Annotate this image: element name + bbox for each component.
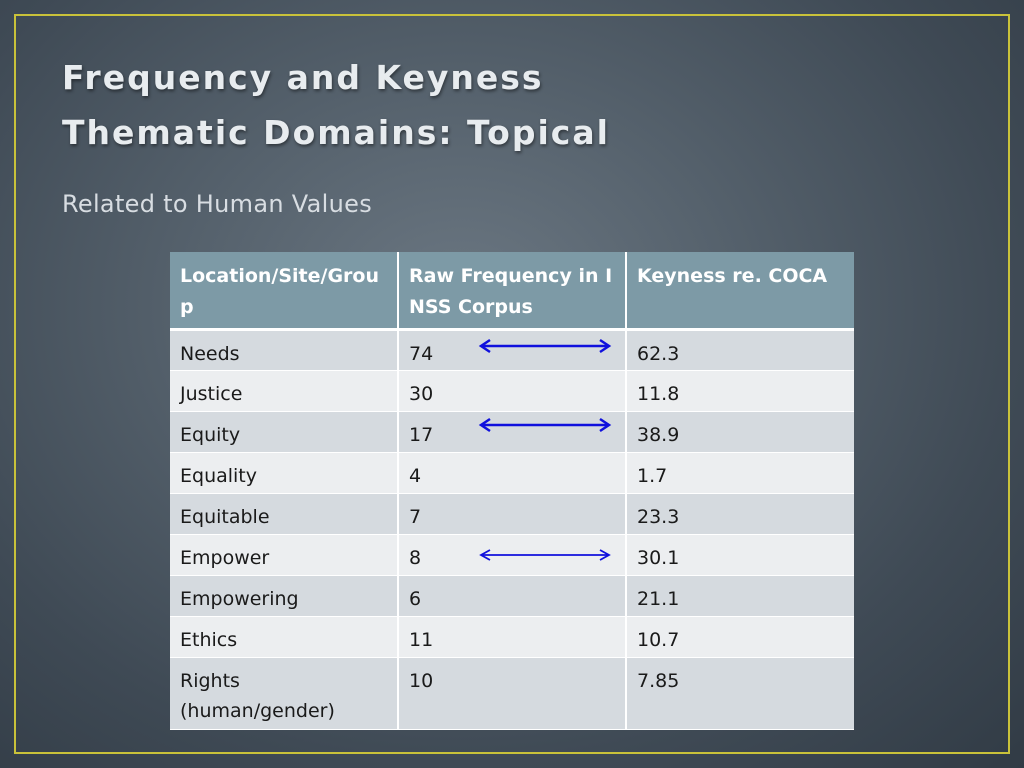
raw-frequency-cell: 8	[398, 535, 626, 576]
column-header-location: Location/Site/Group	[170, 252, 398, 330]
keyness-cell: 30.1	[626, 535, 854, 576]
table-row	[170, 617, 854, 658]
term-cell: Needs	[170, 330, 398, 371]
frequency-keyness-table	[170, 252, 854, 730]
keyness-cell: 7.85	[626, 658, 854, 730]
column-header-keyness: Keyness re. COCA	[626, 252, 854, 330]
term-cell: Equity	[170, 412, 398, 453]
raw-frequency-cell: 17	[398, 412, 626, 453]
raw-frequency-cell: 11	[398, 617, 626, 658]
table-header-row	[170, 252, 854, 330]
keyness-cell: 38.9	[626, 412, 854, 453]
term-cell: Empowering	[170, 576, 398, 617]
keyness-cell: 62.3	[626, 330, 854, 371]
keyness-cell: 10.7	[626, 617, 854, 658]
slide-title	[62, 50, 610, 160]
slide-title-line-1: Frequency and Keyness	[62, 58, 544, 97]
raw-frequency-cell: 6	[398, 576, 626, 617]
table-row	[170, 453, 854, 494]
slide-title-line-2: Thematic Domains: Topical	[62, 113, 610, 152]
term-cell: Ethics	[170, 617, 398, 658]
term-cell: Justice	[170, 371, 398, 412]
keyness-cell: 11.8	[626, 371, 854, 412]
table-row	[170, 371, 854, 412]
double-arrow-icon	[478, 339, 612, 353]
raw-frequency-cell: 30	[398, 371, 626, 412]
raw-frequency-cell: 7	[398, 494, 626, 535]
raw-frequency-cell: 4	[398, 453, 626, 494]
keyness-cell: 1.7	[626, 453, 854, 494]
term-cell: Equality	[170, 453, 398, 494]
table-row	[170, 494, 854, 535]
table-row	[170, 576, 854, 617]
term-cell: Rights (human/gender)	[170, 658, 398, 730]
raw-frequency-cell: 74	[398, 330, 626, 371]
slide-subtitle: Related to Human Values	[62, 190, 372, 218]
keyness-cell: 23.3	[626, 494, 854, 535]
column-header-raw-frequency: Raw Frequency in INSS Corpus	[398, 252, 626, 330]
double-arrow-icon	[478, 548, 612, 562]
table-row	[170, 658, 854, 730]
raw-frequency-cell: 10	[398, 658, 626, 730]
term-cell: Empower	[170, 535, 398, 576]
term-cell: Equitable	[170, 494, 398, 535]
keyness-cell: 21.1	[626, 576, 854, 617]
double-arrow-icon	[478, 418, 612, 432]
